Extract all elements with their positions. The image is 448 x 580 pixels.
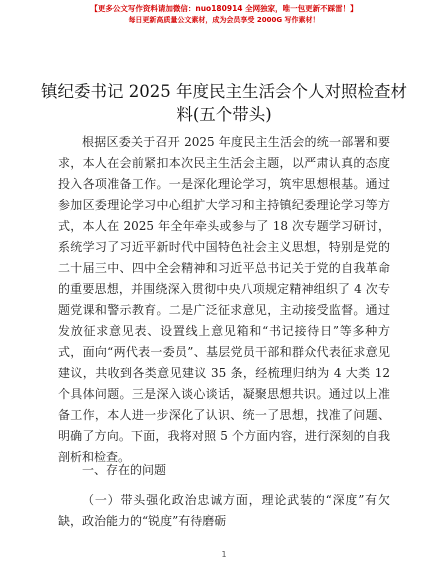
subsection-heading: （一）带头强化政治忠诚方面，理论武装的“深度”有欠缺，政治能力的“锐度”有待磨砺 (58, 493, 390, 528)
document-title: 镇纪委书记 2025 年度民主生活会个人对照检查材料(五个带头) (41, 82, 407, 124)
promo-line-2: 每日更新高质量公文素材，成为会员享受 2000G 写作素材！ (128, 16, 320, 24)
page-number: 1 (221, 550, 227, 559)
promo-line-1: 【更多公文写作资料请加微信：nuo180914 全网独家，唯一包更新不踩雷！】 (90, 4, 358, 13)
promo-banner (0, 3, 448, 26)
section-heading: 一、存在的问题 (82, 463, 167, 477)
body-paragraph: 根据区委关于召开 2025 年度民主生活会的统一部署和要求，本人在会前紧扣本次民主生活会主题，以严肃认真的态度投入各项准备工作。一是深化理论学习，筑牢思想根基。通过参加区委理论学习中心组扩大学习和主持镇纪委理论学习等方式，本人在 2025 年全年牵头或参与了 18 次专题学习研讨，系统学习了习近平新时代中国特色社会主义思想，特别是党的二十届三中、四中全会精神和习近平总书记关于党的自我革命的重要思想，并围绕深入贯彻中央八项规定精神组织了 4 次专题党课和警示教育。二是广泛征求意见，主动接受监督。通过发放征求意见表、设置线上意见箱和“书记接待日”等多种方式，面向“两代表一委员”、基层党员干部和群众代表征求意见建议，共收到各类意见建议 35 条，经梳理归纳为 4 大类 12 个具体问题。三是深入谈心谈话，凝聚思想共识。通过以上准备工作，本人进一步深化了认识、统一了思想，找准了问题、明确了方向。下面，我将对照 5 个方面内容，进行深刻的自我剖析和检查。 (58, 135, 390, 464)
